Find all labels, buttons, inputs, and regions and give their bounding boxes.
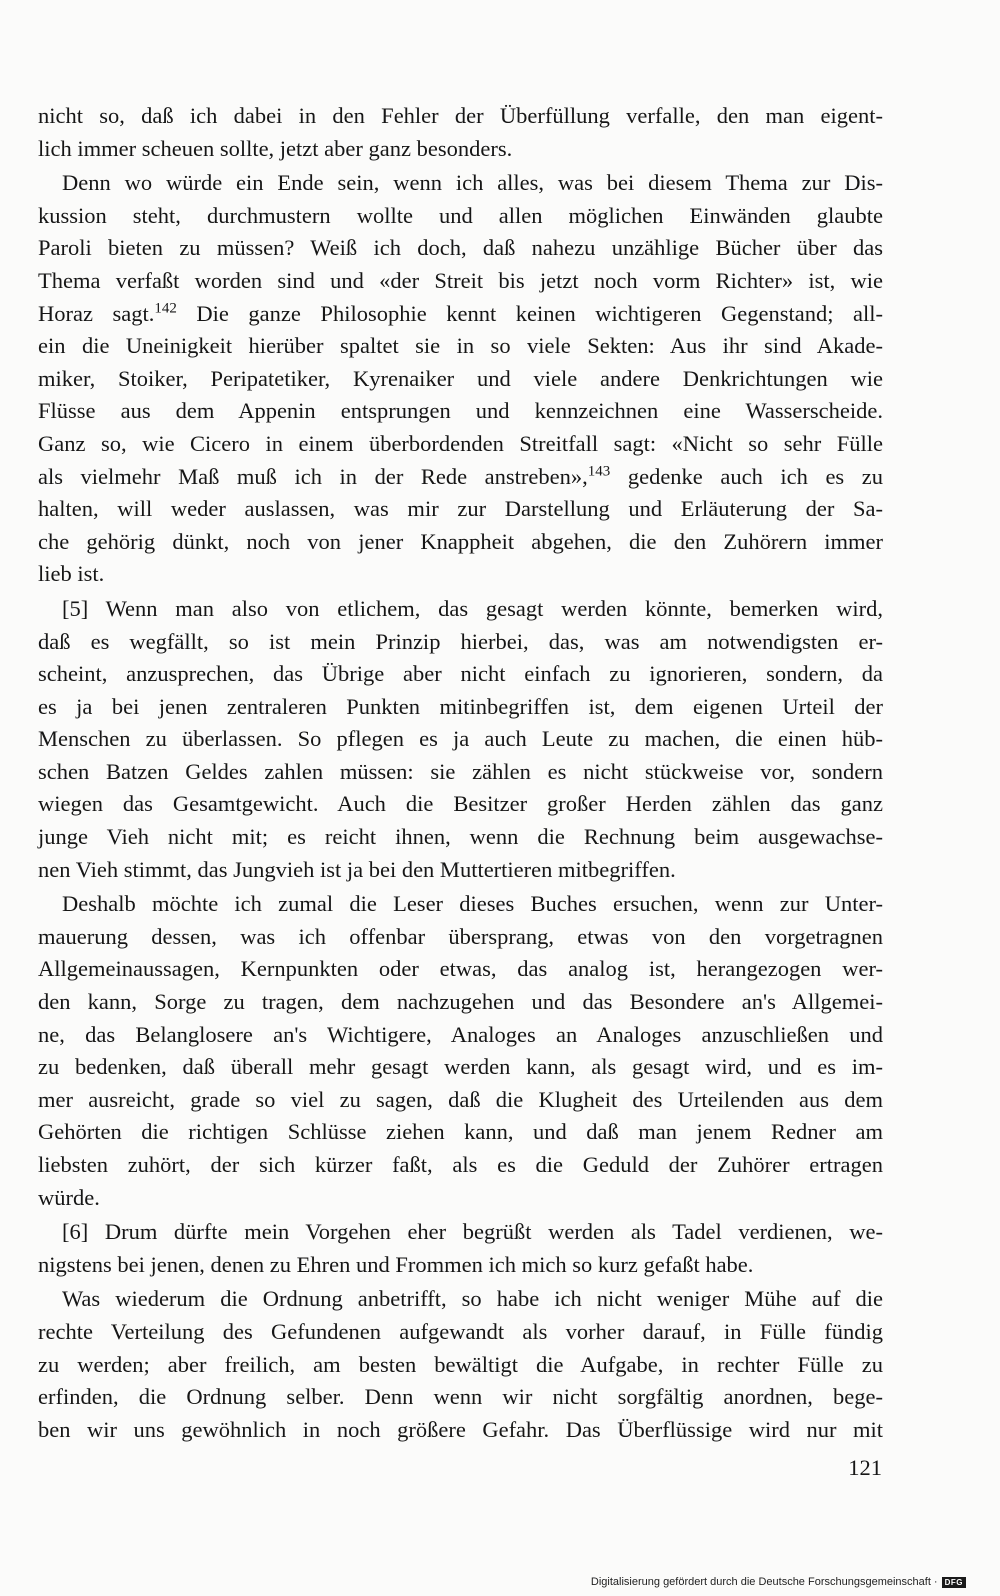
text-line: nen Vieh stimmt, das Jungvieh ist ja bei den Muttertieren mitbegriffen. bbox=[38, 856, 676, 882]
text-line: es ja bei jenen zentraleren Punkten mitinbegriffen ist, dem eigenen Urteil der bbox=[38, 693, 883, 719]
text-line: lieb ist. bbox=[38, 561, 105, 587]
text-segment: Die ganze Philosophie kennt keinen wichtigeren Gegenstand; all- bbox=[176, 300, 883, 326]
digitization-footer bbox=[591, 1576, 966, 1588]
text-line: Paroli bieten zu müssen? Weiß ich doch, daß nahezu unzählige Bücher über das bbox=[38, 235, 883, 261]
text-line: Thema verfaßt worden sind und «der Streit bis jetzt noch vorm Richter» ist, wie bbox=[38, 267, 883, 293]
text-line: scheint, anzusprechen, das Übrige aber nicht einfach zu ignorieren, sondern, da bbox=[38, 661, 883, 687]
footnote-ref-142: 142 bbox=[154, 300, 177, 317]
text-line: ne, das Belanglosere an's Wichtigere, Analoges an Analoges anzuschließen und bbox=[38, 1021, 883, 1047]
page-number: 121 bbox=[848, 1455, 882, 1480]
text-line: [6] Drum dürfte mein Vorgehen eher begrüßt werden als Tadel verdienen, we- bbox=[62, 1219, 883, 1245]
text-line-with-footnote bbox=[38, 298, 883, 331]
dfg-logo: DFG bbox=[942, 1577, 966, 1588]
text-line: Denn wo würde ein Ende sein, wenn ich alles, was bei diesem Thema zur Dis- bbox=[62, 170, 883, 196]
text-line: würde. bbox=[38, 1184, 100, 1210]
text-line: zu werden; aber freilich, am besten bewältigt die Aufgabe, in rechter Fülle zu bbox=[38, 1351, 883, 1377]
body-text bbox=[38, 100, 883, 1448]
text-line: [5] Wenn man also von etlichem, das gesagt werden könnte, bemerken wird, bbox=[62, 595, 883, 621]
footnote-ref-143: 143 bbox=[587, 463, 611, 480]
text-line: nicht so, daß ich dabei in den Fehler der Überfüllung verfalle, den man eigent- bbox=[38, 103, 883, 128]
text-line: Was wiederum die Ordnung anbetrifft, so habe ich nicht weniger Mühe auf die bbox=[62, 1286, 883, 1312]
text-line: liebsten zuhört, der sich kürzer faßt, als es die Geduld der Zuhörer ertragen bbox=[38, 1152, 883, 1177]
text-line: Flüsse aus dem Appenin entsprungen und kennzeichnen eine Wasserscheide. bbox=[38, 398, 883, 424]
text-segment: gedenke auch ich es zu bbox=[610, 463, 883, 489]
paragraph-6 bbox=[38, 1283, 883, 1446]
text-line: halten, will weder auslassen, was mir zur Darstellung und Erläuterung der Sa- bbox=[38, 496, 883, 522]
text-segment: Horaz sagt. bbox=[38, 300, 155, 326]
text-line: wiegen das Gesamtgewicht. Auch die Besitzer großer Herden zählen das ganz bbox=[38, 791, 883, 817]
text-line: lich immer scheuen sollte, jetzt aber ganz besonders. bbox=[38, 135, 513, 161]
paragraph-5 bbox=[38, 1216, 883, 1281]
text-line: junge Vieh nicht mit; es reicht ihnen, wenn die Rechnung beim ausgewachse- bbox=[38, 824, 883, 850]
text-line: den kann, Sorge zu tragen, dem nachzugehen und das Besondere an's Allgemei- bbox=[38, 989, 883, 1015]
text-line: kussion steht, durchmustern wollte und allen möglichen Einwänden glaubte bbox=[38, 202, 883, 228]
paragraph-1 bbox=[38, 100, 883, 165]
text-line: schen Batzen Geldes zahlen müssen: sie zählen es nicht stückweise vor, sondern bbox=[38, 758, 883, 784]
paragraph-4 bbox=[38, 888, 883, 1214]
text-line: che gehörig dünkt, noch von jener Knappheit abgehen, die den Zuhörern immer bbox=[38, 528, 883, 554]
text-line: rechte Verteilung des Gefundenen aufgewandt als vorher darauf, in Fülle fündig bbox=[38, 1318, 883, 1344]
text-line: Deshalb möchte ich zumal die Leser dieses Buches ersuchen, wenn zur Unter- bbox=[62, 891, 883, 917]
footer-text: Digitalisierung gefördert durch die Deutsche Forschungsgemeinschaft · bbox=[590, 1576, 938, 1588]
text-line: Menschen zu überlassen. So pflegen es ja auch Leute zu machen, die einen hüb- bbox=[38, 726, 883, 752]
text-line: zu bedenken, daß überall mehr gesagt werden kann, als gesagt wird, und es im- bbox=[38, 1054, 883, 1080]
text-line: nigstens bei jenen, denen zu Ehren und Frommen ich mich so kurz gefaßt habe. bbox=[38, 1251, 754, 1277]
text-line: mauerung dessen, was ich offenbar übersprang, etwas von den vorgetragnen bbox=[38, 923, 883, 949]
paragraph-2 bbox=[38, 167, 883, 591]
paragraph-3 bbox=[38, 593, 883, 886]
text-line: ben wir uns gewöhnlich in noch größere Gefahr. Das Überflüssige wird nur mit bbox=[38, 1416, 883, 1442]
text-line-with-footnote bbox=[38, 461, 883, 494]
text-line: miker, Stoiker, Peripatetiker, Kyrenaiker und viele andere Denkrichtungen wie bbox=[38, 365, 883, 391]
text-line: ein die Uneinigkeit hierüber spaltet sie in so viele Sekten: Aus ihr sind Akade- bbox=[38, 333, 883, 359]
text-line: mer ausreicht, grade so viel zu sagen, daß die Klugheit des Urteilenden aus dem bbox=[38, 1086, 883, 1112]
text-segment: als vielmehr Maß muß ich in der Rede anstreben», bbox=[38, 463, 588, 489]
text-line: daß es wegfällt, so ist mein Prinzip hierbei, das, was am notwendigsten er- bbox=[38, 628, 883, 654]
text-line: Allgemeinaussagen, Kernpunkten oder etwas, das analog ist, herangezogen wer- bbox=[38, 956, 883, 982]
text-line: Gehörten die richtigen Schlüsse ziehen kann, und daß man jenem Redner am bbox=[38, 1119, 883, 1145]
text-line: erfinden, die Ordnung selber. Denn wenn wir nicht sorgfältig anordnen, bege- bbox=[38, 1384, 883, 1410]
text-line: Ganz so, wie Cicero in einem überbordenden Streitfall sagt: «Nicht so sehr Fülle bbox=[38, 430, 883, 456]
